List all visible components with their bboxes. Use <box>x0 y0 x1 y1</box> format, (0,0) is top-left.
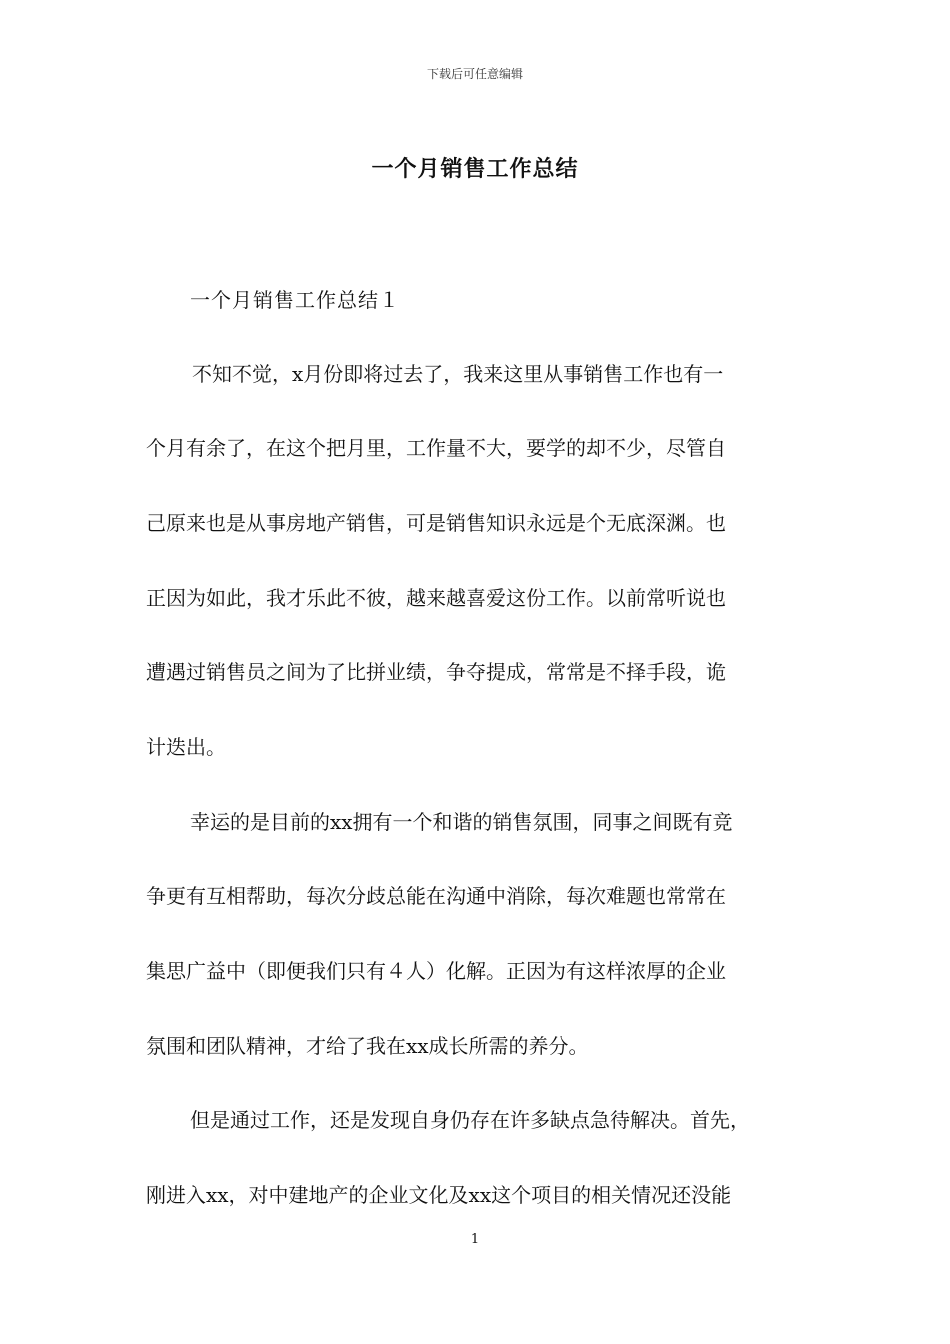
paragraph-1-line-3: 己原来也是从事房地产销售，可是销售知识永远是个无底深渊。也 <box>146 511 726 535</box>
section-subtitle: 一个月销售工作总结１ <box>190 288 400 312</box>
paragraph-2-line-2: 争更有互相帮助，每次分歧总能在沟通中消除，每次难题也常常在 <box>146 884 726 908</box>
paragraph-1-line-6: 计迭出。 <box>146 735 226 759</box>
paragraph-3-line-2: 刚进入xx，对中建地产的企业文化及xx这个项目的相关情况还没能 <box>146 1183 732 1207</box>
paragraph-2-line-4: 氛围和团队精神，才给了我在xx成长所需的养分。 <box>146 1034 589 1058</box>
paragraph-1-line-2: 个月有余了，在这个把月里，工作量不大，要学的却不少，尽管自 <box>146 436 726 460</box>
header-note: 下载后可任意编辑 <box>426 67 523 81</box>
paragraph-1-line-5: 遭遇过销售员之间为了比拼业绩，争夺提成，常常是不择手段，诡 <box>146 660 726 684</box>
paragraph-3-line-1: 但是通过工作，还是发现自身仍存在许多缺点急待解决。首先， <box>190 1108 750 1132</box>
document-title: 一个月销售工作总结 <box>371 157 579 182</box>
page-number: 1 <box>470 1232 480 1247</box>
paragraph-1-line-1: 不知不觉，x月份即将过去了，我来这里从事销售工作也有一 <box>192 362 724 386</box>
paragraph-1-line-4: 正因为如此，我才乐此不彼，越来越喜爱这份工作。以前常听说也 <box>146 586 726 610</box>
paragraph-2-line-3: 集思广益中（即便我们只有４人）化解。正因为有这样浓厚的企业 <box>146 959 726 983</box>
paragraph-2-line-1: 幸运的是目前的xx拥有一个和谐的销售氛围，同事之间既有竞 <box>190 810 733 834</box>
